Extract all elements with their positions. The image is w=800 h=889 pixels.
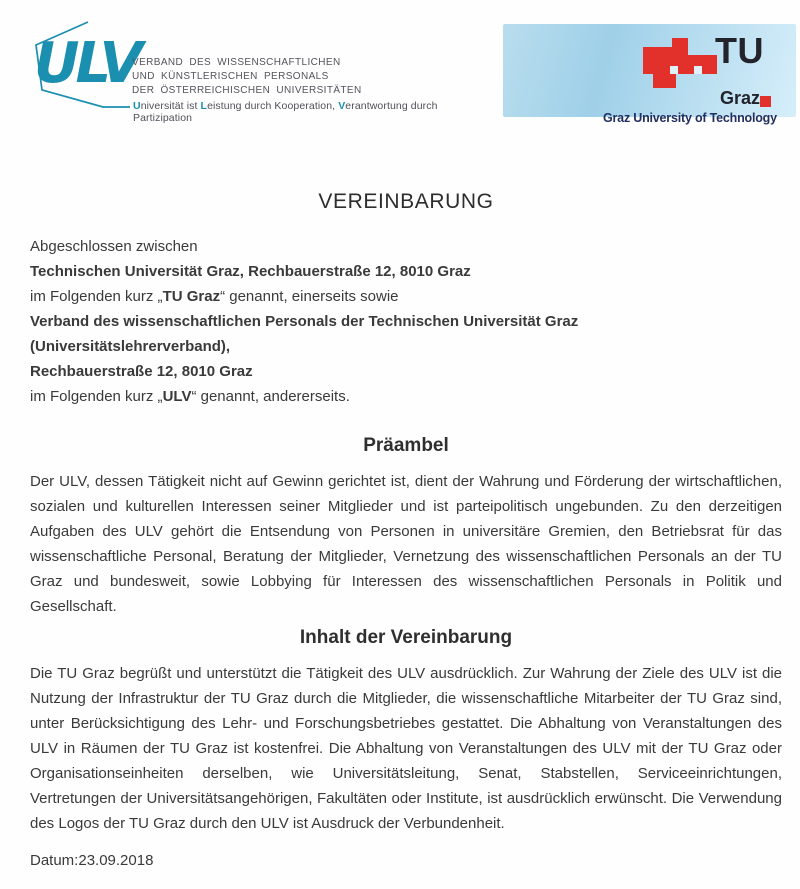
tagline-segment: V — [338, 100, 346, 112]
tagline-segment: eistung durch Kooperation, — [207, 100, 339, 112]
section-paragraph: Der ULV, dessen Tätigkeit nicht auf Gewinn gerichtet ist, dient der Wahrung und Förderung der wirtschaftlichen, sozialen und kulturellen Interessen seiner Mitglieder und ist parteipolitisch ungebunden. Zu den derzeitigen Aufgaben des ULV gehört die Entsendung von Personen in universitäre Gremien, den Betriebsrat für das wissenschaftliche Personal, Beratung der Mitglieder, Vernetzung des wissenschaftlichen Personals an der TU Graz und bundesweit, sowie Lobbying für Interessen des wissenschaftlichen Personals in Politik und Gesellschaft. — [30, 473, 782, 615]
alias-suffix: “ genannt, einerseits sowie — [220, 288, 399, 305]
ulv-org-line: DER ÖSTERREICHISCHEN UNIVERSITÄTEN — [132, 85, 362, 96]
intro-opening-line: Abgeschlossen zwischen — [30, 238, 198, 255]
graz-wordmark: Graz — [720, 88, 761, 108]
party2-name-line2: Rechbauerstraße 12, 8010 Graz — [30, 363, 253, 380]
party1-alias: TU Graz — [162, 288, 221, 305]
section-paragraph: Die TU Graz begrüßt und unterstützt die Tätigkeit des ULV ausdrücklich. Zur Wahrung der Ziele des ULV ist die Nutzung der Infrastruktur der TU Graz durch die Mitglieder, die wissenschaftliche Mitarbeiter der TU Graz sind, unter Berücksichtigung des Lehr- und Forschungsbetriebes gestattet. Die Abhaltung von Veranstaltungen des ULV in Räumen der TU Graz ist kostenfrei. Die Abhaltung von Veranstaltungen des ULV mit der TU Graz oder Organisationseinheiten derselben, wie Universitätsleitung, Senat, Stabstellen, Serviceeinrichtungen, Vertretungen der Universitätsangehörigen, Fakultäten oder Institute, ist ausdrücklich erwünscht. Die Verwendung des Logos der TU Graz durch den ULV ist Ausdruck der Verbundenheit. — [30, 665, 782, 832]
tagline-segment: niversität ist — [140, 100, 201, 112]
party1-name-line: Technischen Universität Graz, Rechbauerstraße 12, 8010 Graz — [30, 263, 471, 280]
document-body — [30, 0, 782, 869]
ulv-org-line: VERBAND DES WISSENSCHAFTLICHEN — [132, 57, 341, 68]
document-title: VEREINBARUNG — [318, 190, 494, 213]
ulv-org-line: UND KÜNSTLERISCHEN PERSONALS — [132, 71, 329, 82]
tu-wordmark: TU — [715, 30, 764, 71]
party1-alias-line — [30, 284, 782, 309]
section-inhalt-der-vereinbarung — [30, 627, 782, 836]
section-praeambel — [30, 435, 782, 619]
alias-prefix: im Folgenden kurz „ — [30, 288, 163, 305]
alias-prefix: im Folgenden kurz „ — [30, 388, 163, 405]
party2-name-line1: Verband des wissenschaftlichen Personals der Technischen Universität Graz (Universitätslehrerverband), — [30, 313, 579, 355]
party2-alias: ULV — [162, 388, 192, 405]
section-heading: Präambel — [363, 435, 449, 456]
date-line: Datum:23.09.2018 — [30, 852, 154, 869]
tagline-segment: erantwortung durch Partizipation — [133, 100, 438, 124]
alias-suffix: “ genannt, andererseits. — [191, 388, 350, 405]
tu-graz-subtitle: Graz University of Technology — [603, 111, 777, 125]
tagline-segment: L — [200, 100, 208, 112]
tagline-segment: U — [133, 100, 141, 112]
intro-block — [30, 234, 782, 409]
ulv-wordmark: ULV — [34, 31, 139, 96]
party2-alias-line — [30, 384, 782, 409]
section-heading: Inhalt der Vereinbarung — [299, 627, 513, 648]
